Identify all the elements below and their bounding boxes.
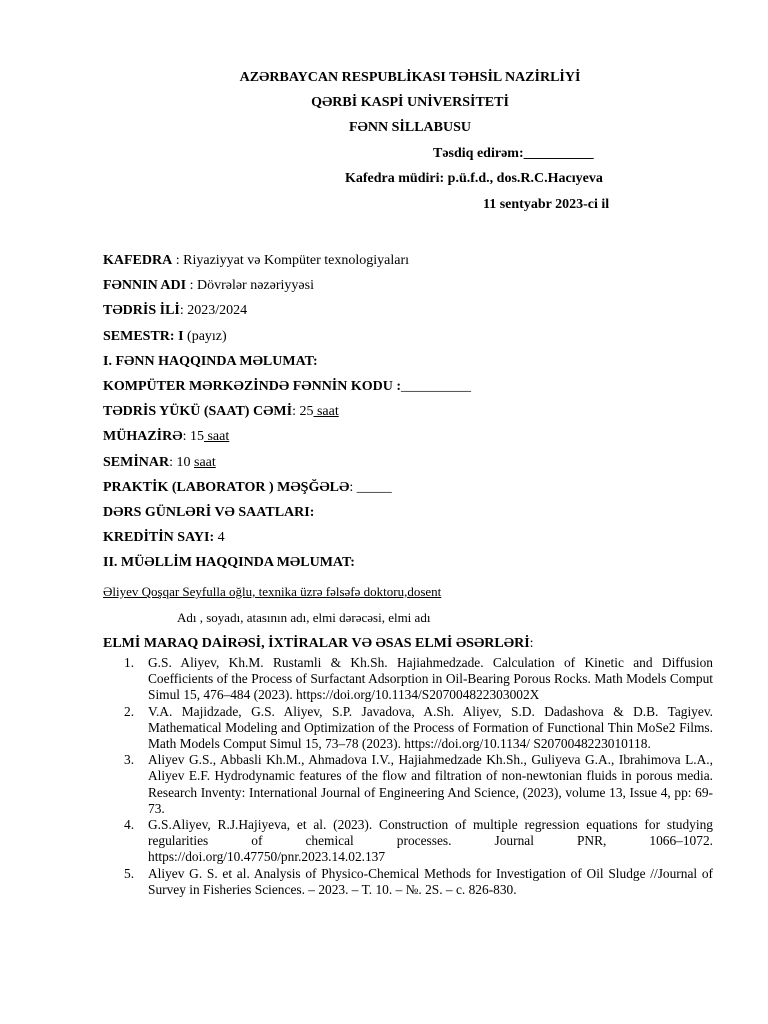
section-course-info: I. FƏNN HAQQINDA MƏLUMAT: bbox=[103, 354, 318, 369]
field-unit: saat bbox=[313, 404, 339, 419]
field-lecture-hours bbox=[103, 428, 229, 446]
field-value: Dövrələr nəzəriyyəsi bbox=[196, 278, 314, 293]
field-label: FƏNNIN ADI bbox=[103, 278, 187, 293]
document-title: FƏNN SİLLABUSU bbox=[349, 120, 471, 135]
publication-list bbox=[121, 655, 713, 898]
item-number: 4. bbox=[124, 817, 135, 833]
field-value: 25 bbox=[299, 404, 314, 419]
field-total-hours bbox=[103, 403, 339, 421]
research-heading: ELMİ MARAQ DAİRƏSİ, İXTİRALAR VƏ ƏSAS ELMİ ƏSƏRLƏRİ bbox=[103, 636, 530, 651]
field-course-name bbox=[103, 277, 314, 295]
teacher-caption: Adı , soyadı, atasının adı, elmi dərəcəsi, elmi adı bbox=[177, 610, 431, 625]
field-value: 4 bbox=[217, 530, 225, 545]
university-title: QƏRBİ KASPİ UNİVERSİTETİ bbox=[311, 95, 509, 110]
list-item bbox=[121, 655, 713, 704]
approval-date: 11 sentyabr 2023-ci il bbox=[483, 197, 610, 212]
item-text: Aliyev G.S., Abbasli Kh.M., Ahmadova I.V., Hajiahmedzade Kh.Sh., Guliyeva G.A., Ibrahimova L.A., Aliyev E.F. Hydrodynamic features of the flow and filtration of non-newtonian fluids in porous media. Research Inventy: International Journal of Engineering And Science, (2023), volume 13, Issue 4, pp: 69-73. bbox=[148, 752, 713, 816]
field-label: KREDİTİN SAYI: bbox=[103, 530, 215, 545]
field-label: KAFEDRA bbox=[103, 253, 173, 268]
field-lab-sessions bbox=[103, 479, 392, 497]
field-label: MÜHAZİRƏ bbox=[103, 429, 183, 444]
field-value: (payız) bbox=[187, 329, 227, 344]
section-teacher-info: II. MÜƏLLİM HAQQINDA MƏLUMAT: bbox=[103, 555, 355, 570]
field-academic-year bbox=[103, 302, 247, 320]
field-unit: saat bbox=[203, 429, 230, 444]
list-item bbox=[121, 866, 713, 898]
research-title bbox=[103, 635, 534, 653]
field-value: 15 bbox=[189, 429, 204, 444]
field-separator: : bbox=[186, 278, 197, 293]
field-seminar-hours bbox=[103, 454, 216, 472]
field-separator: : bbox=[172, 253, 184, 268]
field-value: _____ bbox=[356, 480, 392, 495]
field-course-code bbox=[103, 378, 471, 396]
field-semester bbox=[103, 328, 227, 346]
field-separator: : bbox=[169, 455, 177, 470]
field-value: 2023/2024 bbox=[187, 303, 248, 318]
field-label: KOMPÜTER MƏRKƏZİNDƏ FƏNNİN KODU : bbox=[103, 379, 402, 394]
list-item bbox=[121, 752, 713, 817]
field-value: Riyaziyyat və Kompüter texnologiyaları bbox=[183, 253, 410, 268]
approval-line: Təsdiq edirəm:__________ bbox=[433, 146, 594, 161]
field-separator: : bbox=[182, 429, 190, 444]
item-text: V.A. Majidzade, G.S. Aliyev, S.P. Javadova, A.Sh. Aliyev, S.D. Dadashova & D.B. Tagiyev. Mathematical Modeling and Optimization of the Process of Formation of Functional Thin MoSe2 Films. Math Models Comput Simul 15, 73–78 (2023). https://doi.org/10.1134/ S2070048223010118. bbox=[148, 703, 713, 752]
field-label: TƏDRİS İLİ bbox=[103, 303, 180, 318]
field-value: 10 bbox=[176, 455, 191, 470]
field-value: __________ bbox=[401, 379, 472, 394]
item-text: G.S. Aliyev, Kh.M. Rustamli & Kh.Sh. Hajiahmedzade. Calculation of Kinetic and Diffusion Coefficients of the Process of Surfactant Adsorption in Oil-Bearing Porous Rocks. Math Models Comput Simul 15, 476–484 (2023). https://doi.org/10.1134/S207004822303002X bbox=[148, 655, 713, 703]
list-item bbox=[121, 704, 713, 753]
field-class-schedule: DƏRS GÜNLƏRİ VƏ SAATLARI: bbox=[103, 505, 315, 520]
field-label: TƏDRİS YÜKÜ (SAAT) CƏMİ bbox=[103, 404, 293, 419]
item-number: 5. bbox=[124, 865, 135, 881]
field-label: PRAKTİK (LABORATOR ) MƏŞĞƏLƏ bbox=[103, 480, 350, 495]
ministry-title: AZƏRBAYCAN RESPUBLİKASI TƏHSİL NAZİRLİYİ bbox=[239, 70, 581, 85]
head-of-department: Kafedra müdiri: p.ü.f.d., dos.R.C.Hacıyeva bbox=[345, 171, 603, 186]
research-heading-colon: : bbox=[529, 636, 534, 651]
field-credits bbox=[103, 529, 225, 547]
list-item bbox=[121, 817, 713, 866]
item-number: 3. bbox=[124, 752, 135, 768]
field-label: SEMİNAR bbox=[103, 455, 170, 470]
field-separator: : bbox=[349, 480, 357, 495]
item-number: 1. bbox=[124, 655, 135, 670]
field-separator: : bbox=[292, 404, 300, 419]
item-number: 2. bbox=[124, 703, 135, 719]
field-unit: saat bbox=[194, 455, 216, 470]
item-text: Aliyev G. S. et al. Analysis of Physico-Chemical Methods for Investigation of Oil Sludge //Journal of Survey in Fisheries Sciences. – 2023. – T. 10. – №. 2S. – c. 826-830. bbox=[148, 865, 713, 897]
item-text: G.S.Aliyev, R.J.Hajiyeva, et al. (2023). Construction of multiple regression equations for studying regularities of chemical processes. Journal PNR, 1066–1072. https://doi.org/10.47750/pnr.2023.14.02.137 bbox=[148, 817, 713, 865]
teacher-name: Əliyev Qoşqar Seyfulla oğlu, texnika üzrə fəlsəfə doktoru,dosent bbox=[103, 584, 442, 599]
field-kafedra bbox=[103, 252, 409, 270]
field-separator: : bbox=[179, 303, 188, 318]
field-label: SEMESTR: I bbox=[103, 329, 184, 344]
